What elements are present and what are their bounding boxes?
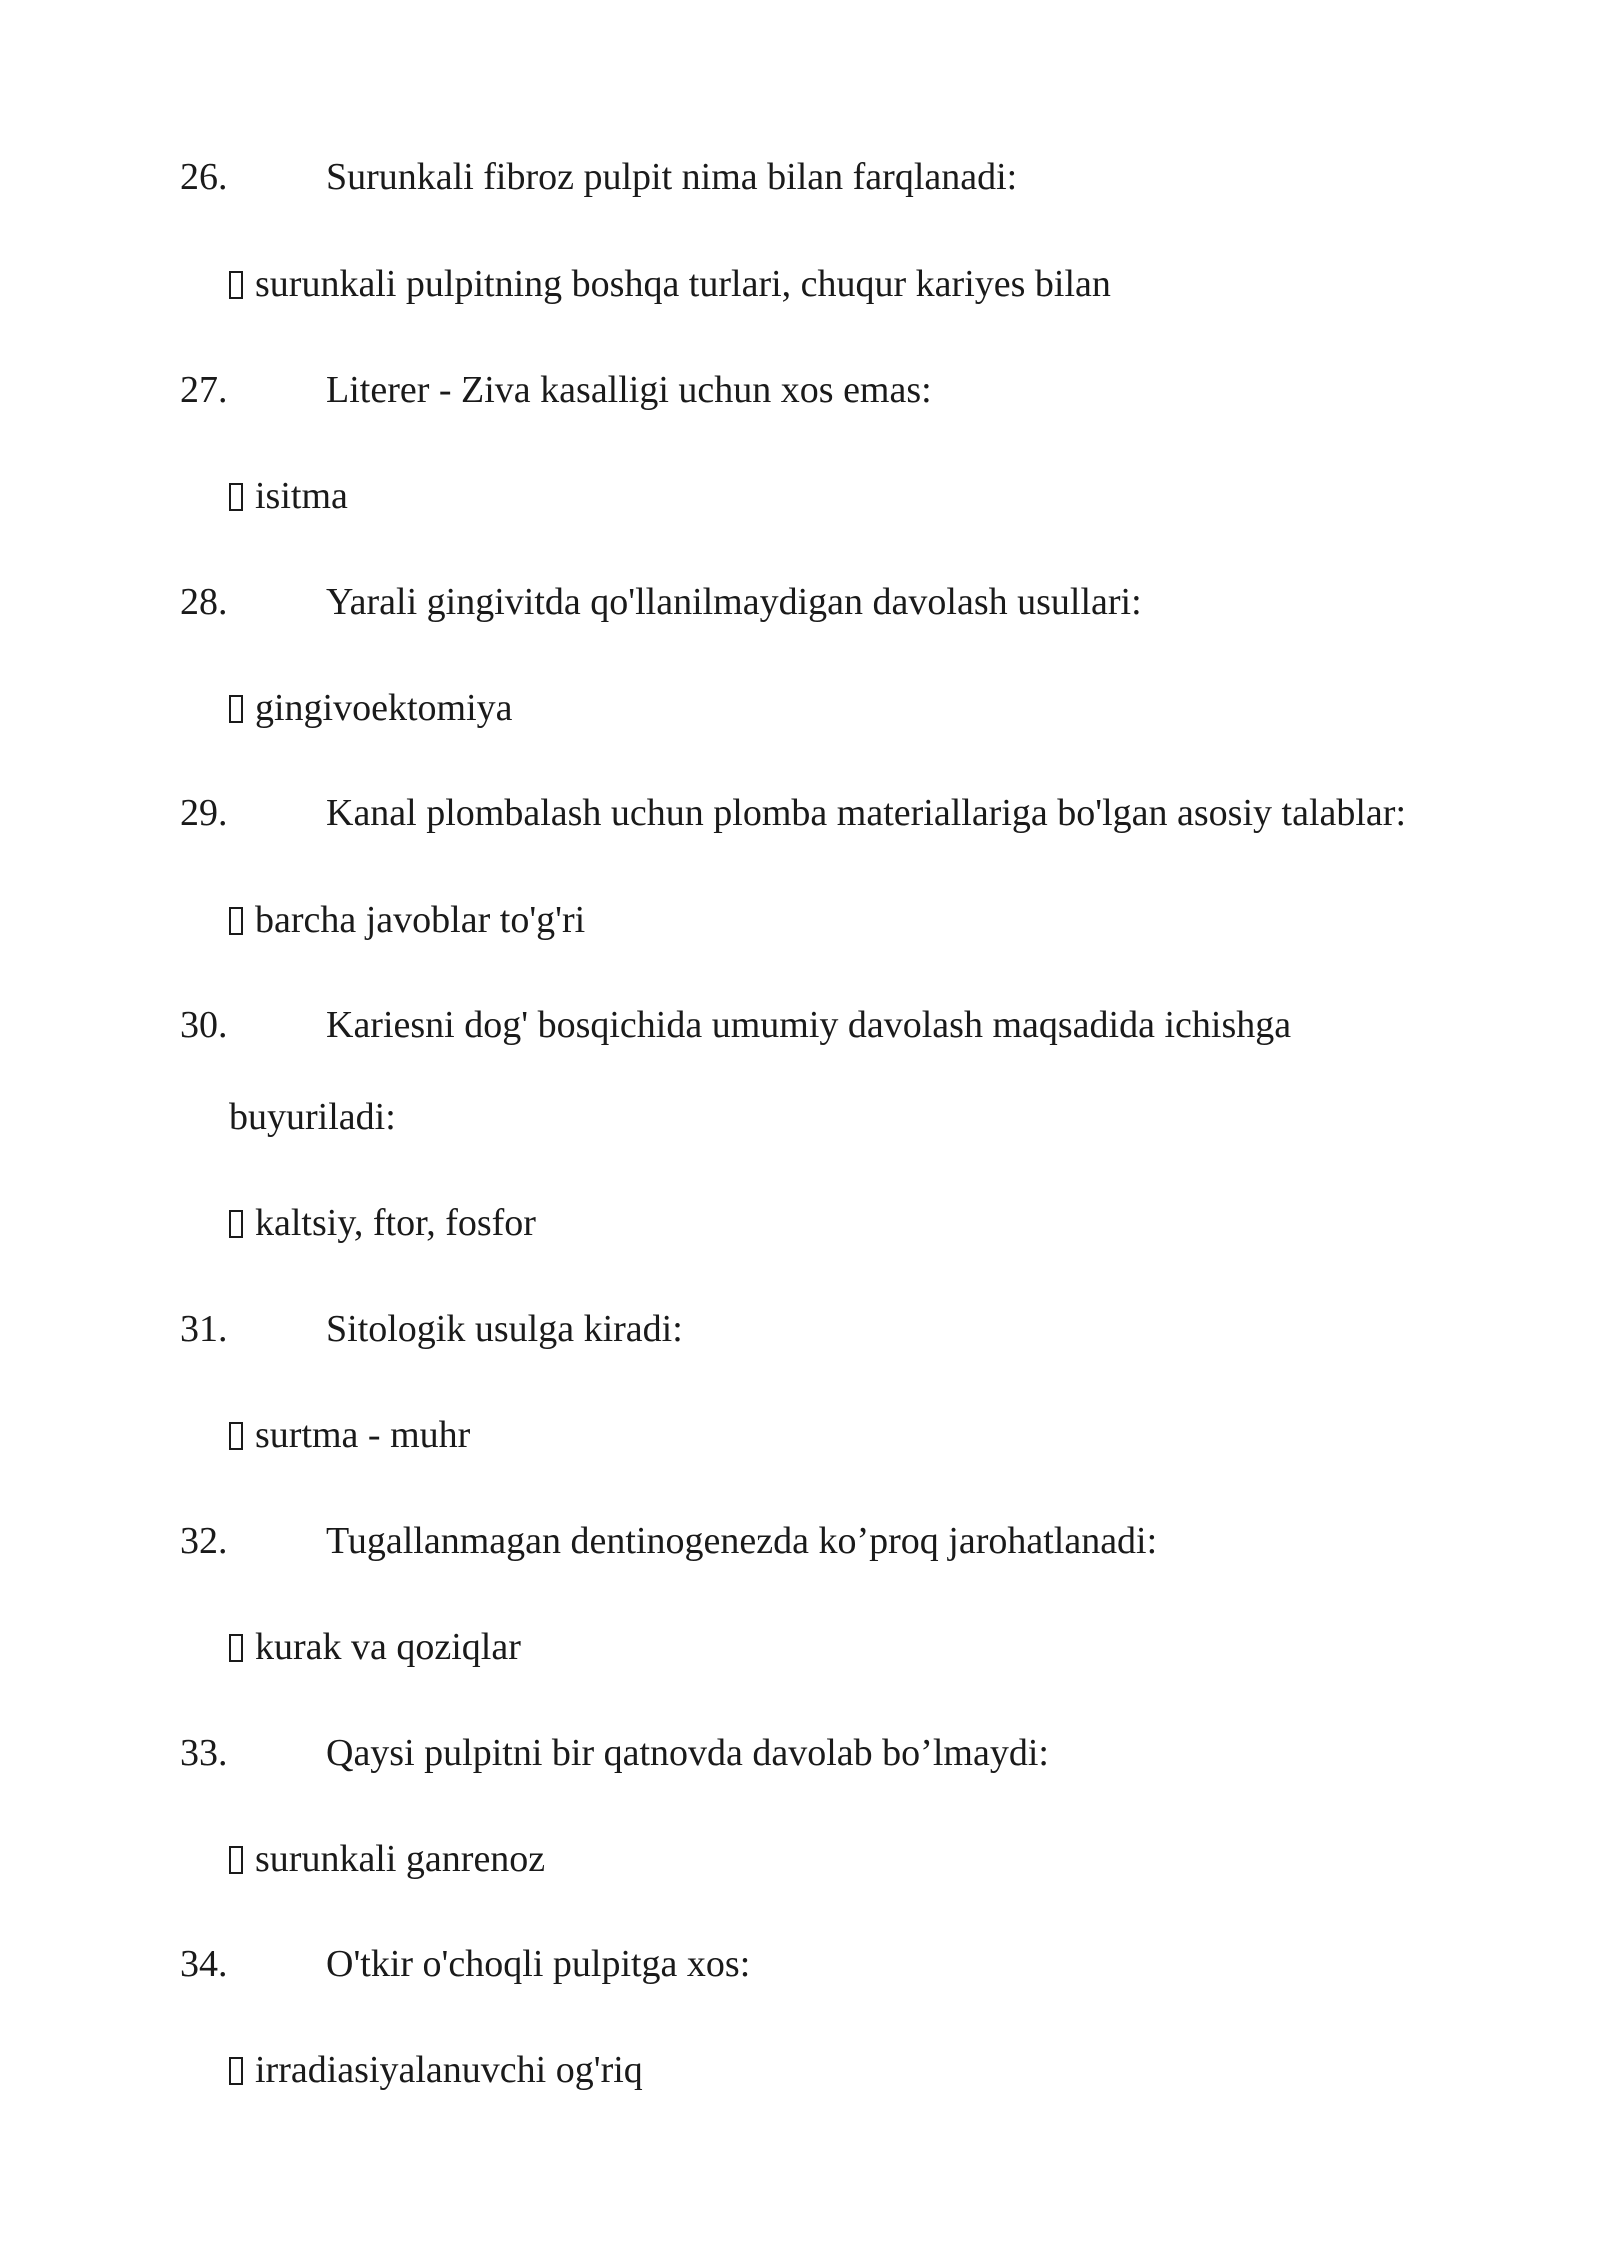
answer-line xyxy=(229,473,348,519)
answer-text: kaltsiy, ftor, fosfor xyxy=(255,1202,536,1244)
question-number: 31. xyxy=(180,1308,228,1350)
checkbox-glyph-icon xyxy=(229,1422,243,1450)
question-number: 27. xyxy=(180,369,228,411)
question-text: Kariesni dog' bosqichida umumiy davolash maqsadida ichishga xyxy=(326,1004,1292,1046)
question-text: Surunkali fibroz pulpit nima bilan farqlanadi: xyxy=(326,156,1018,198)
question-text: Kanal plombalash uchun plomba materiallariga bo'lgan asosiy talablar: xyxy=(326,792,1407,834)
answer-text: barcha javoblar to'g'ri xyxy=(255,899,586,941)
answer-text: isitma xyxy=(255,475,348,517)
answer-text: gingivoektomiya xyxy=(255,687,513,729)
checkbox-glyph-icon xyxy=(229,1846,243,1874)
answer-line xyxy=(229,1624,521,1670)
question-number: 26. xyxy=(180,156,228,198)
checkbox-glyph-icon xyxy=(229,1634,243,1662)
checkbox-glyph-icon xyxy=(229,2057,243,2085)
checkbox-glyph-icon xyxy=(229,483,243,511)
checkbox-glyph-icon xyxy=(229,1210,243,1238)
question-number: 29. xyxy=(180,792,228,834)
question-number: 30. xyxy=(180,1004,228,1046)
question-text: Sitologik usulga kiradi: xyxy=(326,1308,683,1350)
question-text: O'tkir o'choqli pulpitga xos: xyxy=(326,1943,751,1985)
answer-text: surunkali pulpitning boshqa turlari, chuqur kariyes bilan xyxy=(255,263,1111,305)
answer-line xyxy=(229,1836,545,1882)
checkbox-glyph-icon xyxy=(229,695,243,723)
answer-line xyxy=(229,897,585,943)
answer-line xyxy=(229,1412,470,1458)
question-number: 32. xyxy=(180,1520,228,1562)
checkbox-glyph-icon xyxy=(229,907,243,935)
answer-text: kurak va qoziqlar xyxy=(255,1626,521,1668)
question-text-continuation: buyuriladi: xyxy=(229,1096,396,1138)
question-text: Literer - Ziva kasalligi uchun xos emas: xyxy=(326,369,932,411)
answer-text: surunkali ganrenoz xyxy=(255,1838,546,1880)
answer-line xyxy=(229,2047,643,2093)
question-text: Qaysi pulpitni bir qatnovda davolab bo’lmaydi: xyxy=(326,1732,1049,1774)
question-text: Tugallanmagan dentinogenezda ko’proq jarohatlanadi: xyxy=(326,1520,1158,1562)
answer-text: irradiasiyalanuvchi og'riq xyxy=(255,2049,643,2091)
answer-line xyxy=(229,685,513,731)
question-number: 28. xyxy=(180,581,228,623)
question-number: 34. xyxy=(180,1943,228,1985)
answer-line xyxy=(229,261,1111,307)
answer-text: surtma - muhr xyxy=(255,1414,471,1456)
question-number: 33. xyxy=(180,1732,228,1774)
answer-line xyxy=(229,1200,536,1246)
checkbox-glyph-icon xyxy=(229,271,243,299)
question-text: Yarali gingivitda qo'llanilmaydigan davolash usullari: xyxy=(326,581,1142,623)
